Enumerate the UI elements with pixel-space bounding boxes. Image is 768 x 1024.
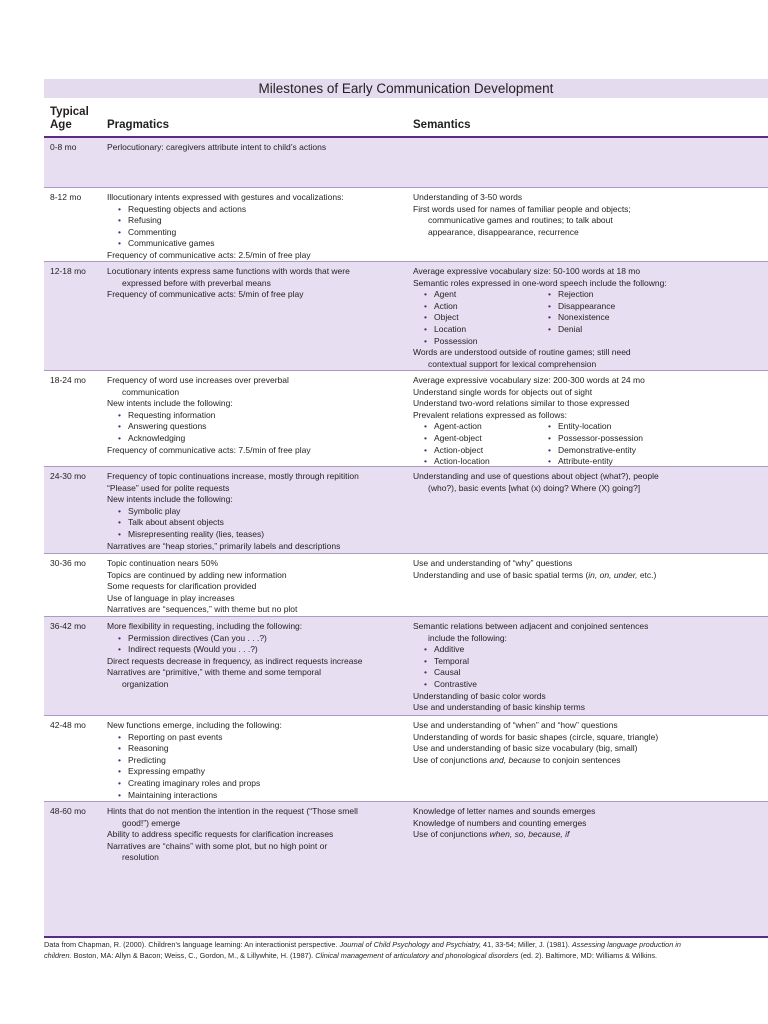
semantic-relations-pair: [413, 421, 765, 433]
semantics-line: communicative games and routines; to talk about: [428, 215, 613, 226]
row-age: 0-8 mo: [50, 142, 77, 152]
semantics-bullet: • Action-object: [413, 445, 537, 457]
footnote-line: [44, 951, 766, 962]
semantics-bullet: • Entity-location: [537, 421, 661, 433]
semantics-line: Words are understood outside of routine games; still need: [413, 347, 631, 358]
pragmatics-bullet: • Permission directives (Can you . . .?): [107, 633, 405, 645]
semantics-bullet: • Possession: [413, 336, 765, 348]
table-row: [44, 262, 768, 371]
header-pragmatics: Pragmatics: [107, 119, 170, 131]
pragmatics-line: Ability to address specific requests for clarification increases: [107, 829, 334, 840]
semantics-line: Average expressive vocabulary size: 50-100 words at 18 mo: [413, 266, 641, 276]
pragmatics-bullet: • Talk about absent objects: [107, 517, 405, 529]
book-title: Clinical management of articulatory and phonological disorders: [315, 950, 519, 960]
footnote-line: [44, 940, 766, 951]
semantics-bullet: • Nonexistence: [537, 312, 661, 324]
semantics-line: Knowledge of letter names and sounds emerges: [413, 806, 596, 816]
semantics-bullet: • Agent: [413, 289, 537, 301]
row-age: 48-60 mo: [50, 806, 86, 816]
row-age: 36-42 mo: [50, 621, 86, 631]
semantics-bullet: • Additive: [413, 644, 765, 656]
pragmatics-line: New intents include the following:: [107, 494, 233, 505]
semantics-line: Average expressive vocabulary size: 200-300 words at 24 mo: [413, 375, 645, 385]
row-semantics: [413, 192, 765, 238]
text-run: Understanding and use of basic spatial terms (: [413, 569, 589, 580]
header-age-line2: Age: [50, 119, 72, 131]
text-run: Use of conjunctions: [413, 829, 490, 840]
pragmatics-bullet: • Acknowledging: [107, 433, 405, 445]
pragmatics-bullet: • Answering questions: [107, 421, 405, 433]
row-semantics: [413, 720, 765, 766]
pragmatics-bullet: • Reporting on past events: [107, 732, 405, 744]
semantics-line: include the following:: [428, 632, 507, 643]
semantics-line: Semantic relations between adjacent and conjoined sentences: [413, 621, 649, 631]
pragmatics-bullet: • Reasoning: [107, 743, 405, 755]
pragmatics-line: Narratives are “chains” with some plot, but no high point or: [107, 840, 328, 851]
semantics-line: Understanding of words for basic shapes (circle, square, triangle): [413, 731, 659, 742]
source-footnote: [44, 940, 766, 961]
pragmatics-line: More flexibility in requesting, including the following:: [107, 621, 303, 631]
semantics-bullet: • Temporal: [413, 656, 765, 668]
pragmatics-bullet: • Requesting information: [107, 410, 405, 422]
table-row: [44, 371, 768, 467]
semantics-line: [413, 755, 765, 767]
pragmatics-bullet: • Communicative games: [107, 238, 405, 250]
semantics-line: appearance, disappearance, recurrence: [428, 226, 579, 237]
row-pragmatics: [107, 192, 405, 262]
row-age: 42-48 mo: [50, 720, 86, 730]
pragmatics-line: Narratives are “sequences,” with theme but no plot: [107, 604, 298, 615]
pragmatics-line: Hints that do not mention the intention in the request (“Those smell: [107, 806, 358, 816]
semantics-line: Use and understanding of basic size vocabulary (big, small): [413, 743, 638, 754]
pragmatics-line: Frequency of communicative acts: 5/min of free play: [107, 289, 304, 300]
pragmatics-line: Topic continuation nears 50%: [107, 558, 219, 568]
semantics-bullet: • Demonstrative-entity: [537, 445, 661, 457]
text-run: etc.): [637, 569, 657, 580]
text-run: (ed. 2). Baltimore, MD: Williams & Wilkins.: [518, 950, 658, 960]
pragmatics-line: Illocutionary intents expressed with gestures and vocalizations:: [107, 192, 344, 202]
semantics-line: Prevalent relations expressed as follows:: [413, 409, 568, 420]
row-semantics: [413, 558, 765, 581]
row-semantics: [413, 621, 765, 714]
semantics-line: First words used for names of familiar people and objects;: [413, 203, 631, 214]
row-pragmatics: [107, 375, 405, 456]
table-row: [44, 467, 768, 554]
pragmatics-bullet: • Symbolic play: [107, 506, 405, 518]
row-pragmatics: [107, 720, 405, 801]
row-pragmatics: [107, 558, 405, 616]
semantics-line: Knowledge of numbers and counting emerges: [413, 817, 587, 828]
semantic-roles-pair: [413, 301, 765, 313]
semantics-bullet: • Location: [413, 324, 537, 336]
text-run: Use of conjunctions: [413, 754, 490, 765]
pragmatics-line: Narratives are “heap stories,” primarily labels and descriptions: [107, 540, 341, 551]
semantics-bullet: • Action-location: [413, 456, 537, 468]
table-row: [44, 138, 768, 188]
pragmatics-line: good!”) emerge: [122, 817, 181, 828]
semantic-roles-pair: [413, 324, 765, 336]
table-row: [44, 554, 768, 617]
row-age: 12-18 mo: [50, 266, 86, 276]
text-run: to conjoin sentences: [540, 754, 621, 765]
table-bottom-rule: [44, 936, 768, 938]
table-header: [44, 100, 768, 138]
book-title: children.: [44, 950, 72, 960]
row-pragmatics: [107, 266, 405, 301]
semantics-bullet: • Contrastive: [413, 679, 765, 691]
row-age: 18-24 mo: [50, 375, 86, 385]
row-semantics: [413, 471, 765, 494]
italic-terms: in, on, under,: [588, 569, 638, 580]
semantics-line: [413, 829, 765, 841]
pragmatics-line: New intents include the following:: [107, 398, 233, 409]
pragmatics-line: Use of language in play increases: [107, 592, 235, 603]
pragmatics-line: Frequency of word use increases over preverbal: [107, 375, 289, 385]
table-row: [44, 716, 768, 802]
header-age-line1: Typical: [50, 106, 89, 118]
semantic-relations-pair: [413, 433, 765, 445]
pragmatics-line: communication: [122, 386, 180, 397]
pragmatics-bullet: • Indirect requests (Would you . . .?): [107, 644, 405, 656]
semantics-line: Understand single words for objects out of sight: [413, 386, 593, 397]
semantics-line: Understanding of 3-50 words: [413, 192, 523, 202]
pragmatics-bullet: • Predicting: [107, 755, 405, 767]
pragmatics-bullet: • Refusing: [107, 215, 405, 227]
semantics-bullet: • Denial: [537, 324, 661, 336]
semantics-line: Understanding and use of questions about object (what?), people: [413, 471, 659, 481]
italic-terms: and, because: [489, 754, 541, 765]
header-semantics: Semantics: [413, 119, 471, 131]
italic-terms: when, so, because, if: [489, 829, 570, 840]
book-title: Assessing language production in: [571, 940, 681, 949]
semantics-bullet: • Agent-object: [413, 433, 537, 445]
row-age: 8-12 mo: [50, 192, 82, 202]
pragmatics-line: Some requests for clarification provided: [107, 581, 257, 592]
pragmatics-line: “Please” used for polite requests: [107, 482, 230, 493]
semantics-bullet: • Attribute-entity: [537, 456, 661, 468]
pragmatics-bullet: • Creating imaginary roles and props: [107, 778, 405, 790]
text-run: Boston, MA: Allyn & Bacon; Weiss, C., Gordon, M., & Lillywhite, H. (1987).: [71, 950, 316, 960]
pragmatics-line: Direct requests decrease in frequency, as indirect requests increase: [107, 655, 363, 666]
row-semantics: [413, 266, 765, 370]
semantics-line: Use and understanding of “why” questions: [413, 558, 573, 568]
semantics-line: Understanding of basic color words: [413, 690, 546, 701]
pragmatics-line: Frequency of topic continuations increase, mostly through repitition: [107, 471, 359, 481]
text-run: 41, 33-54; Miller, J. (1981).: [480, 940, 572, 949]
row-pragmatics: [107, 142, 405, 154]
text-run: Data from Chapman, R. (2000). Children’s language learning: An interactionist perspective.: [44, 940, 340, 949]
pragmatics-bullet: • Expressing empathy: [107, 766, 405, 778]
header-typical-age: [50, 106, 89, 132]
semantic-relations-pair: [413, 445, 765, 457]
semantics-bullet: • Agent-action: [413, 421, 537, 433]
row-pragmatics: [107, 471, 405, 552]
semantics-line: Use and understanding of “when” and “how” questions: [413, 720, 618, 730]
semantics-line: Understand two-word relations similar to those expressed: [413, 398, 630, 409]
pragmatics-bullet: • Maintaining interactions: [107, 790, 405, 802]
pragmatics-bullet: • Requesting objects and actions: [107, 204, 405, 216]
pragmatics-line: Topics are continued by adding new information: [107, 569, 287, 580]
semantics-bullet: • Rejection: [537, 289, 661, 301]
table-row: [44, 617, 768, 716]
semantics-line: contextual support for lexical comprehension: [428, 358, 597, 369]
semantics-bullet: • Disappearance: [537, 301, 661, 313]
row-semantics: [413, 375, 765, 468]
pragmatics-line: Locutionary intents express same functions with words that were: [107, 266, 350, 276]
semantics-line: Semantic roles expressed in one-word speech include the followng:: [413, 277, 667, 288]
table-title: Milestones of Early Communication Development: [44, 79, 768, 98]
row-pragmatics: [107, 806, 405, 864]
table-row: [44, 802, 768, 936]
semantics-bullet: • Causal: [413, 667, 765, 679]
journal-title: Journal of Child Psychology and Psychiatry,: [339, 940, 481, 949]
pragmatics-bullet: • Commenting: [107, 227, 405, 239]
row-age: 24-30 mo: [50, 471, 86, 481]
row-age: 30-36 mo: [50, 558, 86, 568]
semantics-line: (who?), basic events [what (x) doing? Where (X) going?]: [428, 482, 641, 493]
pragmatics-line: Perlocutionary: caregivers attribute intent to child’s actions: [107, 142, 327, 152]
semantic-roles-pair: [413, 289, 765, 301]
semantics-bullet: • Possessor-possession: [537, 433, 661, 445]
semantic-roles-pair: [413, 312, 765, 324]
row-semantics: [413, 806, 765, 841]
pragmatics-line: New functions emerge, including the following:: [107, 720, 282, 730]
pragmatics-line: expressed before with preverbal means: [122, 277, 271, 288]
pragmatics-line: Narratives are “primitive,” with theme and some temporal: [107, 667, 321, 678]
pragmatics-line: Frequency of communicative acts: 2.5/min of free play: [107, 249, 311, 260]
semantics-line: Use and understanding of basic kinship terms: [413, 702, 585, 713]
semantic-relations-pair: [413, 456, 765, 468]
pragmatics-bullet: • Misrepresenting reality (lies, teases): [107, 529, 405, 541]
semantics-line: [413, 570, 765, 582]
semantics-bullet: • Action: [413, 301, 537, 313]
table-row: [44, 188, 768, 262]
semantics-bullet: • Object: [413, 312, 537, 324]
row-pragmatics: [107, 621, 405, 691]
pragmatics-line: resolution: [122, 852, 159, 863]
pragmatics-line: organization: [122, 678, 169, 689]
pragmatics-line: Frequency of communicative acts: 7.5/min of free play: [107, 444, 311, 455]
